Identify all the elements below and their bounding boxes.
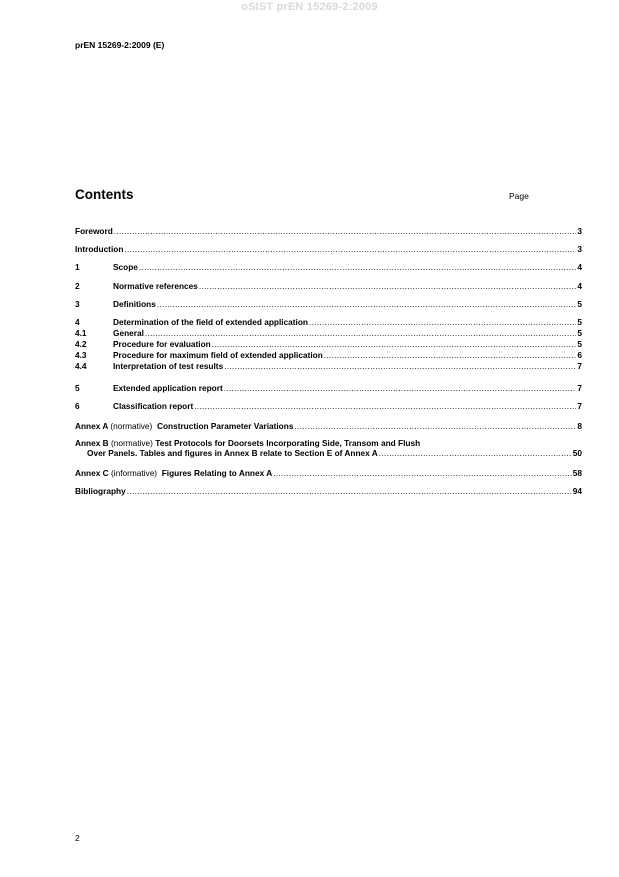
toc-page: 94 [572,486,582,496]
toc-entry-general[interactable] [75,328,582,338]
toc-page: 4 [577,262,582,272]
toc-entry-procedure-maximum[interactable] [75,350,582,360]
toc-page: 8 [577,421,582,431]
toc-page: 5 [577,299,582,309]
annex-b-line-2 [75,448,582,458]
toc-leader [124,244,576,254]
toc-leader [127,486,572,496]
toc-leader [194,401,576,411]
toc-leader [157,299,577,309]
toc-entry-procedure-evaluation[interactable] [75,339,582,349]
annex-label: Annex C [75,468,109,478]
toc-number: 4.1 [75,328,87,338]
toc-entry-normative-references[interactable] [75,281,582,291]
toc-number: 6 [75,401,80,411]
annex-title-line-2: Over Panels. Tables and figures in Annex B relate to Section E of Annex A [87,448,378,458]
annex-label: Annex B [75,438,109,448]
toc-title: Normative references [113,281,198,291]
toc-leader [294,421,576,431]
toc-page: 3 [577,244,582,254]
annex-title: Construction Parameter Variations [156,421,294,431]
document-id: prEN 15269-2:2009 (E) [75,40,165,50]
toc-entry-annex-b[interactable] [75,438,582,458]
toc-title: Definitions [113,299,156,309]
toc-page: 4 [577,281,582,291]
toc-title: Classification report [113,401,194,411]
toc-leader [199,281,577,291]
toc-number: 3 [75,299,80,309]
toc-entry-foreword[interactable] [75,226,582,236]
toc-page: 7 [577,361,582,371]
toc-title: Procedure for evaluation [113,339,211,349]
toc-number: 4.3 [75,350,87,360]
toc-title: Extended application report [113,383,223,393]
toc-leader [224,383,577,393]
toc-entry-bibliography[interactable] [75,486,582,496]
toc-title: Determination of the field of extended application [113,317,308,327]
annex-type: (informative) [110,468,158,478]
annex-label: Annex A [75,421,109,431]
toc-entry-interpretation[interactable] [75,361,582,371]
annex-title: Figures Relating to Annex A [161,468,273,478]
contents-title: Contents [75,187,134,202]
toc-page: 50 [572,448,582,458]
toc-number: 4.2 [75,339,87,349]
toc-leader [379,448,572,458]
toc-leader [273,468,572,478]
toc-number: 1 [75,262,80,272]
toc-number: 5 [75,383,80,393]
toc-title: Bibliography [75,486,126,496]
toc-title: General [113,328,144,338]
toc-page: 58 [572,468,582,478]
toc-title: Scope [113,262,138,272]
toc-leader [212,339,577,349]
toc-entry-determination[interactable] [75,317,582,327]
toc-number: 4.4 [75,361,87,371]
toc-number: 4 [75,317,80,327]
toc-page: 7 [577,383,582,393]
toc-title [75,421,293,431]
toc-entry-annex-a[interactable] [75,421,582,431]
toc-leader [139,262,576,272]
annex-title-line-1: Test Protocols for Doorsets Incorporating Side, Transom and Flush [155,438,421,448]
annex-b-line-1 [75,438,582,448]
watermark: oSIST prEN 15269-2:2009 [241,1,378,13]
toc-page: 6 [577,350,582,360]
annex-type: (normative) [110,421,153,431]
toc-title [75,468,272,478]
toc-title: Procedure for maximum field of extended application [113,350,323,360]
toc-page: 7 [577,401,582,411]
toc-entry-extended-report[interactable] [75,383,582,393]
toc-entry-scope[interactable] [75,262,582,272]
toc-title: Interpretation of test results [113,361,224,371]
toc-entry-introduction[interactable] [75,244,582,254]
toc-page: 5 [577,328,582,338]
toc-entry-classification-report[interactable] [75,401,582,411]
toc-leader [145,328,576,338]
toc-page: 5 [577,317,582,327]
toc-title: Foreword [75,226,113,236]
annex-type: (normative) [110,438,153,448]
toc-title: Introduction [75,244,124,254]
toc-page: 3 [577,226,582,236]
toc-entry-definitions[interactable] [75,299,582,309]
toc-leader [114,226,577,236]
toc-leader [309,317,576,327]
page-number: 2 [75,833,80,843]
toc-page: 5 [577,339,582,349]
toc-leader [324,350,577,360]
page-column-heading: Page [509,191,529,201]
toc-entry-annex-c[interactable] [75,468,582,478]
toc-number: 2 [75,281,80,291]
toc-leader [224,361,576,371]
